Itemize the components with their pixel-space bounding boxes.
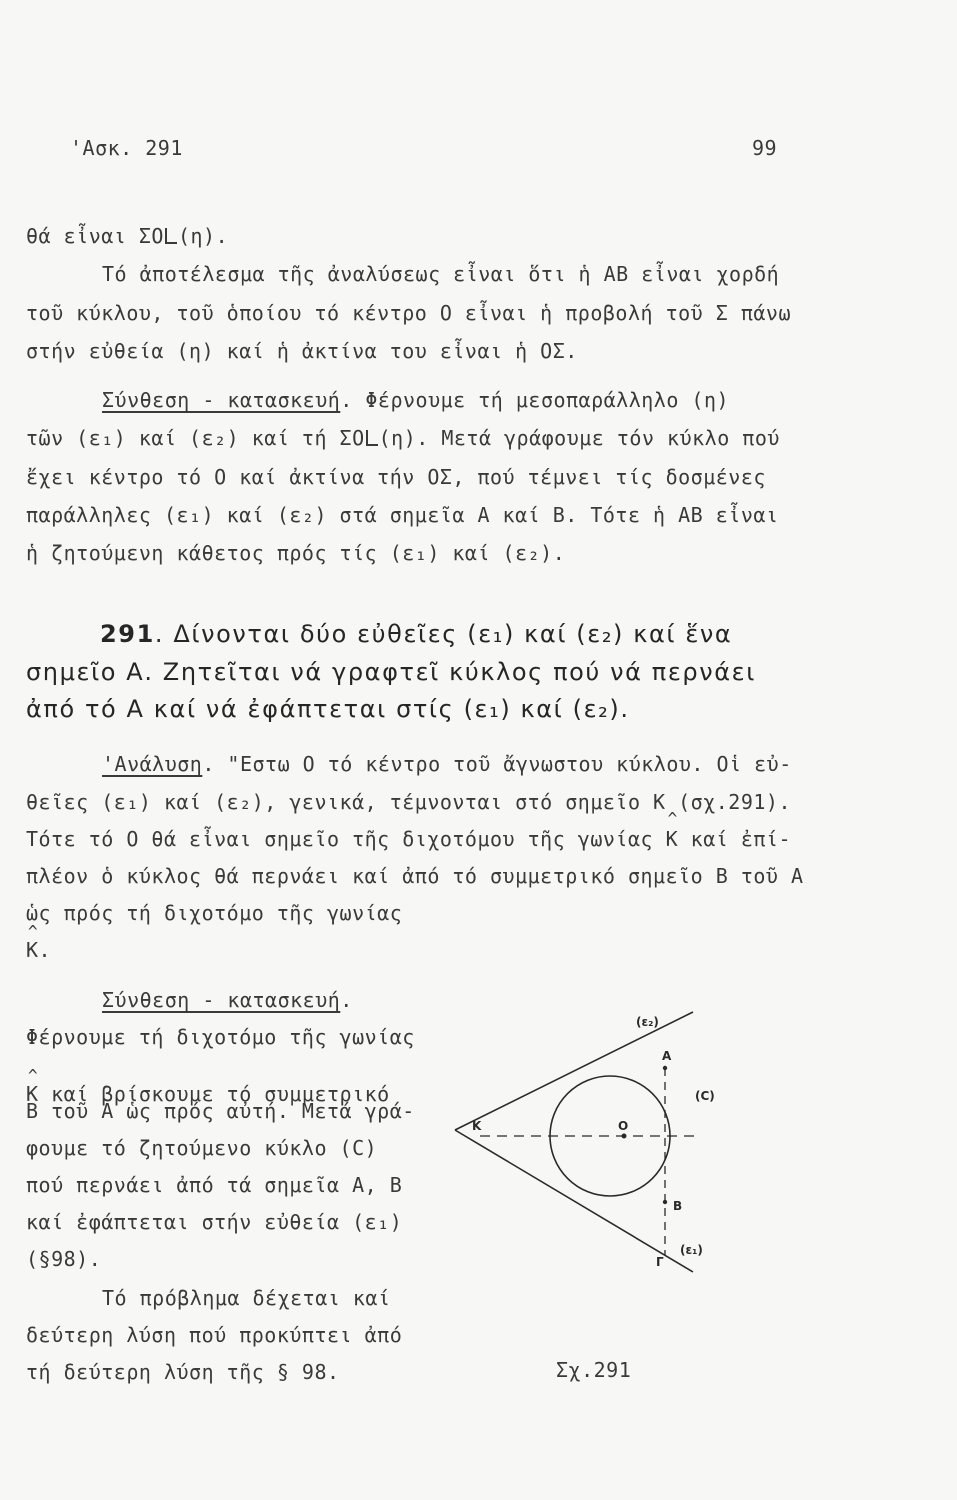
synthesis2-heading: Σύνθεση - κατασκευή bbox=[102, 988, 341, 1012]
synthesis2-line-5: πού περνάει ἀπό τά σημεῖα Α, Β bbox=[26, 1173, 403, 1197]
problem-number: 291 bbox=[100, 620, 155, 648]
synthesis2-line-1: Φέρνουμε τή διχοτόμο τῆς γωνίας bbox=[26, 1025, 415, 1049]
synthesis2-after-3: τή δεύτερη λύση τῆς § 98. bbox=[26, 1360, 340, 1384]
point-b bbox=[663, 1200, 667, 1204]
analysis-line-3-b: καί ἐπί- bbox=[678, 827, 792, 851]
angle-k: ^ Κ bbox=[666, 827, 679, 851]
problem-line-3: ἀπό τό Α καί νά ἐφάπτεται στίς (ε₁) καί (ε₂). bbox=[26, 695, 630, 723]
intro-line-1: θά εἶναι ΣΟ (η). bbox=[26, 224, 229, 248]
synthesis2-line-7: (§98). bbox=[26, 1247, 102, 1271]
figure-291 bbox=[440, 1000, 740, 1290]
label-k: Κ bbox=[472, 1119, 482, 1133]
synthesis1-heading: Σύνθεση - κατασκευή bbox=[102, 388, 341, 412]
analysis-line-1 bbox=[102, 754, 792, 774]
label-c: (C) bbox=[695, 1089, 715, 1103]
perpendicular-icon bbox=[165, 228, 177, 244]
label-g: Γ bbox=[656, 1255, 664, 1269]
analysis-line-5: ὡς πρός τή διχοτόμο τῆς γωνίας bbox=[26, 901, 403, 925]
problem-line-1 bbox=[100, 622, 732, 646]
synthesis1-line-3: ἔχει κέντρο τό Ο καί ἀκτίνα τήν ΟΣ, πού τέμνει τίς δοσμένες bbox=[26, 465, 766, 489]
point-o bbox=[622, 1134, 627, 1139]
label-e1: (ε₁) bbox=[680, 1243, 703, 1257]
line-e1 bbox=[455, 1130, 693, 1272]
synthesis2-after-1: Τό πρόβλημα δέχεται καί bbox=[102, 1286, 391, 1310]
synthesis2-after-2: δεύτερη λύση πού προκύπτει ἀπό bbox=[26, 1323, 403, 1347]
analysis-line-1-rest: . "Εστω Ο τό κέντρο τοῦ ἄγνωστου κύκλου. Οἱ εὐ- bbox=[202, 752, 792, 776]
synthesis2-line-6: καί ἐφάπτεται στήν εὐθεία (ε₁) bbox=[26, 1210, 403, 1234]
exercise-label: 'Ασκ. 291 bbox=[70, 136, 183, 160]
perpendicular-icon bbox=[366, 430, 378, 446]
label-o: Ο bbox=[618, 1119, 629, 1133]
synthesis2-line-2: ^ Κ καί βρίσκουμε τό συμμετρικό bbox=[26, 1084, 957, 1104]
synthesis1-line-4: παράλληλες (ε₁) καί (ε₂) στά σημεῖα Α καί Β. Τότε ἡ ΑΒ εἶναι bbox=[26, 503, 779, 527]
analysis-line-6: ^ Κ. bbox=[26, 940, 957, 960]
intro-line-2: Τό ἀποτέλεσμα τῆς ἀναλύσεως εἶναι ὅτι ἡ ΑΒ εἶναι χορδή bbox=[102, 262, 780, 286]
analysis-line-2: θεῖες (ε₁) καί (ε₂), γενικά, τέμνονται στό σημεῖο Κ (σχ.291). bbox=[26, 790, 792, 814]
synthesis1-line-1 bbox=[102, 390, 729, 410]
synthesis2-line-3: Β τοῦ Α ὡς πρός αὐτή. Μετά γρά- bbox=[26, 1099, 415, 1123]
page-number: 99 bbox=[752, 136, 778, 160]
intro-line-4: στήν εὐθεία (η) καί ἡ ἀκτίνα του εἶναι ἡ ΟΣ. bbox=[26, 339, 578, 363]
synthesis1-line-2: τῶν (ε₁) καί (ε₂) καί τή ΣΟ (η). Μετά γράφουμε τόν κύκλο πού bbox=[26, 426, 780, 450]
label-b: Β bbox=[673, 1199, 683, 1213]
problem-line-2: σημεῖο Α. Ζητεῖται νά γραφτεῖ κύκλος πού νά περνάει bbox=[26, 658, 756, 686]
synthesis2-heading-rest: . bbox=[340, 988, 353, 1012]
synthesis2-line-4: φουμε τό ζητούμενο κύκλο (C) bbox=[26, 1136, 378, 1160]
synthesis2-heading-line bbox=[102, 990, 353, 1010]
label-a: Α bbox=[662, 1049, 672, 1063]
figure-caption: Σχ.291 bbox=[556, 1358, 632, 1382]
analysis-line-4: πλέον ὁ κύκλος θά περνάει καί ἀπό τό συμμετρικό σημεῖο Β τοῦ Α bbox=[26, 864, 804, 888]
analysis-line-3 bbox=[26, 829, 791, 849]
problem-line-1-rest: . Δίνονται δύο εὐθεῖες (ε₁) καί (ε₂) καί ἕνα bbox=[154, 620, 733, 648]
point-a bbox=[663, 1066, 667, 1070]
line-e2 bbox=[455, 1012, 693, 1130]
analysis-line-3-a: Τότε τό Ο θά εἶναι σημεῖο τῆς διχοτόμου τῆς γωνίας bbox=[26, 827, 666, 851]
synthesis1-line-1-rest: . Φέρνουμε τή μεσοπαράλληλο (η) bbox=[340, 388, 730, 412]
label-e2: (ε₂) bbox=[636, 1015, 659, 1029]
intro-line-3: τοῦ κύκλου, τοῦ ὁποίου τό κέντρο Ο εἶναι ἡ προβολή τοῦ Σ πάνω bbox=[26, 301, 792, 325]
synthesis1-line-5: ἡ ζητούμενη κάθετος πρός τίς (ε₁) καί (ε₂). bbox=[26, 541, 566, 565]
analysis-heading: 'Ανάλυση bbox=[102, 752, 203, 776]
